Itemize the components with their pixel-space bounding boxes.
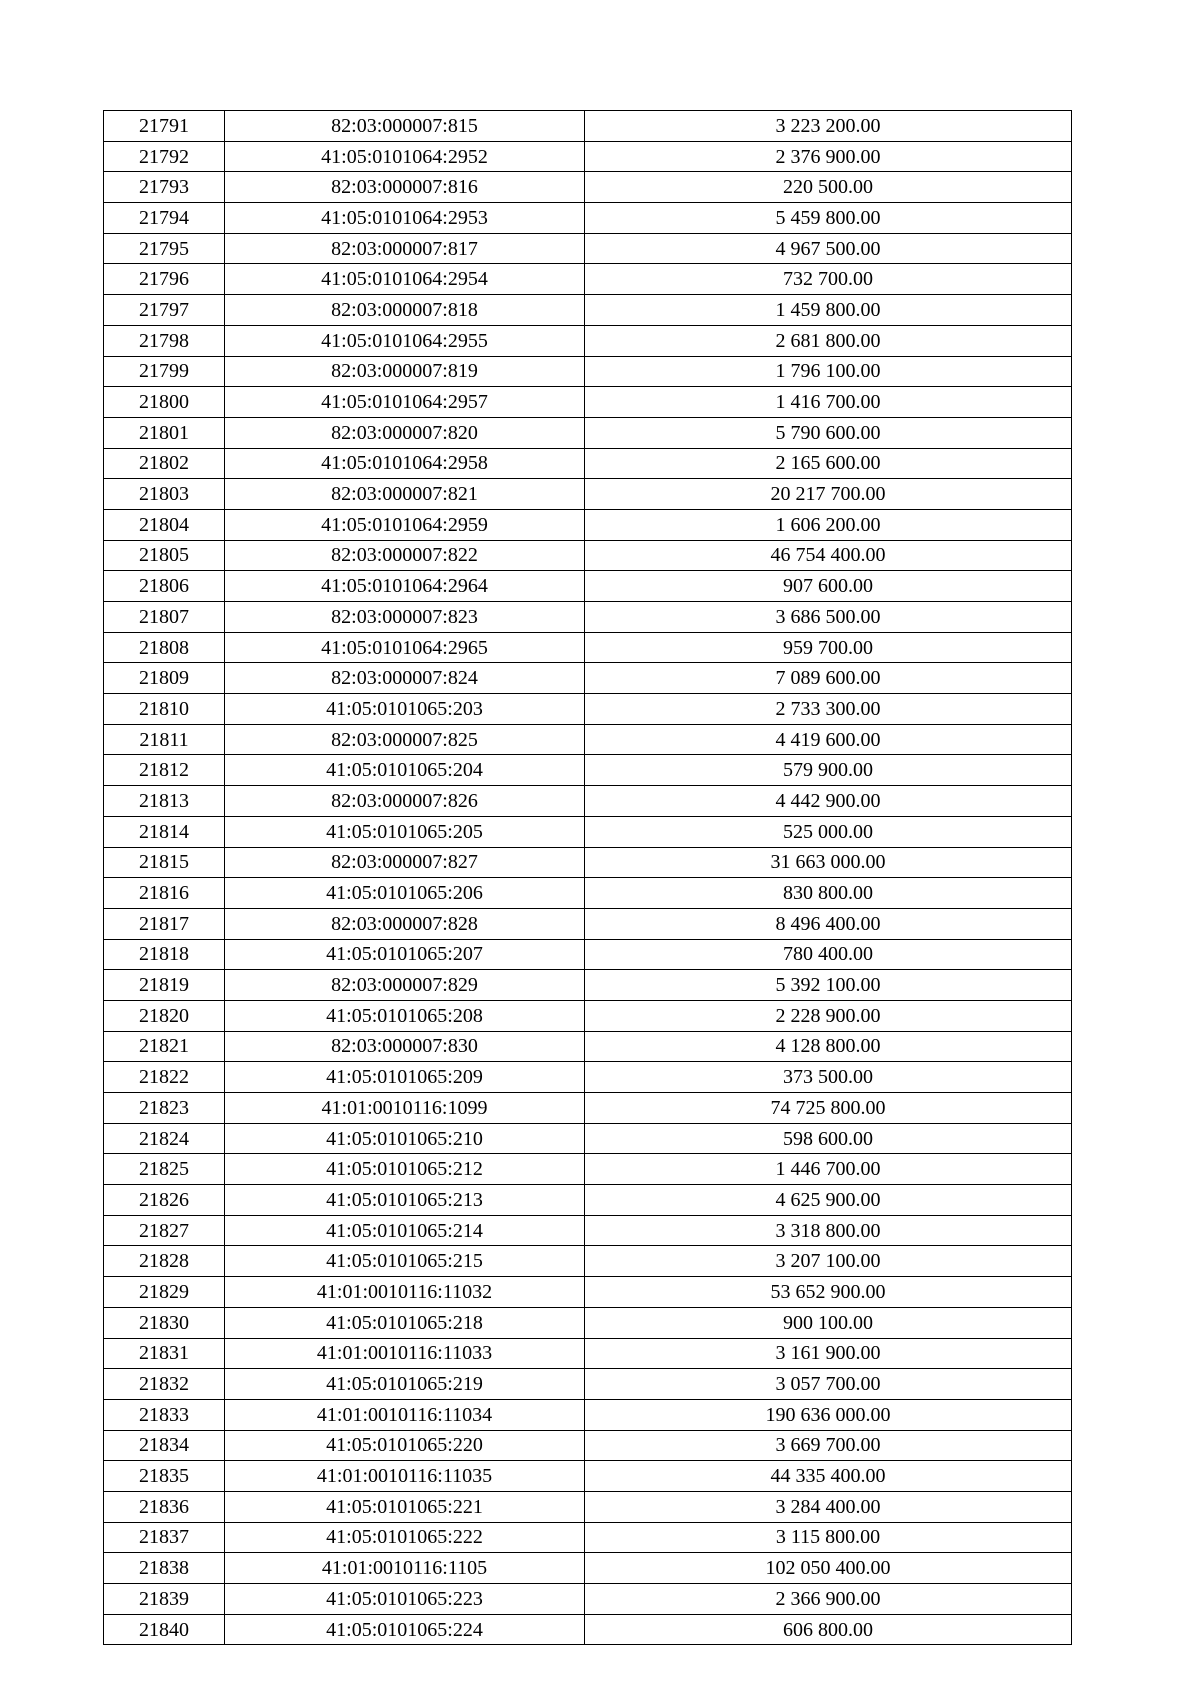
table-row <box>104 1185 1072 1216</box>
cadastral-value-cell: 190 636 000.00 <box>585 1399 1072 1430</box>
row-number-cell: 21816 <box>104 878 225 909</box>
row-number-cell: 21836 <box>104 1491 225 1522</box>
cadastral-number-cell: 82:03:000007:815 <box>225 111 585 142</box>
cadastral-number-cell: 41:05:0101064:2965 <box>225 632 585 663</box>
table-row <box>104 1093 1072 1124</box>
table-row <box>104 1307 1072 1338</box>
row-number-cell: 21811 <box>104 724 225 755</box>
cadastral-number-cell: 41:05:0101064:2957 <box>225 387 585 418</box>
row-number-cell: 21840 <box>104 1614 225 1645</box>
cadastral-value-cell: 3 284 400.00 <box>585 1491 1072 1522</box>
table-row <box>104 1123 1072 1154</box>
cadastral-number-cell: 82:03:000007:829 <box>225 970 585 1001</box>
row-number-cell: 21802 <box>104 448 225 479</box>
cadastral-value-cell: 3 669 700.00 <box>585 1430 1072 1461</box>
table-row <box>104 755 1072 786</box>
table-row <box>104 203 1072 234</box>
row-number-cell: 21810 <box>104 694 225 725</box>
cadastral-value-cell: 20 217 700.00 <box>585 479 1072 510</box>
row-number-cell: 21806 <box>104 571 225 602</box>
table-row <box>104 387 1072 418</box>
row-number-cell: 21803 <box>104 479 225 510</box>
cadastral-number-cell: 82:03:000007:823 <box>225 602 585 633</box>
row-number-cell: 21839 <box>104 1584 225 1615</box>
table-row <box>104 295 1072 326</box>
cadastral-value-cell: 4 128 800.00 <box>585 1031 1072 1062</box>
table-row <box>104 111 1072 142</box>
cadastral-value-table <box>103 110 1072 1645</box>
cadastral-number-cell: 41:05:0101065:222 <box>225 1522 585 1553</box>
cadastral-number-cell: 41:05:0101064:2958 <box>225 448 585 479</box>
row-number-cell: 21808 <box>104 632 225 663</box>
cadastral-value-cell: 220 500.00 <box>585 172 1072 203</box>
cadastral-number-cell: 41:05:0101065:218 <box>225 1307 585 1338</box>
table-row <box>104 1461 1072 1492</box>
cadastral-number-cell: 41:01:0010116:1105 <box>225 1553 585 1584</box>
cadastral-value-cell: 3 057 700.00 <box>585 1369 1072 1400</box>
cadastral-number-cell: 41:05:0101065:208 <box>225 1000 585 1031</box>
row-number-cell: 21805 <box>104 540 225 571</box>
cadastral-number-cell: 41:05:0101065:224 <box>225 1614 585 1645</box>
cadastral-value-cell: 3 207 100.00 <box>585 1246 1072 1277</box>
row-number-cell: 21827 <box>104 1215 225 1246</box>
cadastral-number-cell: 82:03:000007:816 <box>225 172 585 203</box>
row-number-cell: 21837 <box>104 1522 225 1553</box>
cadastral-value-cell: 5 459 800.00 <box>585 203 1072 234</box>
cadastral-value-cell: 2 376 900.00 <box>585 141 1072 172</box>
row-number-cell: 21822 <box>104 1062 225 1093</box>
cadastral-value-cell: 31 663 000.00 <box>585 847 1072 878</box>
cadastral-number-cell: 82:03:000007:822 <box>225 540 585 571</box>
cadastral-number-cell: 41:05:0101064:2955 <box>225 325 585 356</box>
table-row <box>104 939 1072 970</box>
row-number-cell: 21819 <box>104 970 225 1001</box>
cadastral-value-cell: 4 967 500.00 <box>585 233 1072 264</box>
cadastral-value-cell: 3 686 500.00 <box>585 602 1072 633</box>
table-row <box>104 1031 1072 1062</box>
cadastral-number-cell: 41:05:0101065:223 <box>225 1584 585 1615</box>
cadastral-number-cell: 41:05:0101065:210 <box>225 1123 585 1154</box>
cadastral-number-cell: 41:01:0010116:11035 <box>225 1461 585 1492</box>
table-row <box>104 479 1072 510</box>
cadastral-value-cell: 102 050 400.00 <box>585 1553 1072 1584</box>
cadastral-number-cell: 41:05:0101065:212 <box>225 1154 585 1185</box>
row-number-cell: 21793 <box>104 172 225 203</box>
row-number-cell: 21818 <box>104 939 225 970</box>
cadastral-number-cell: 41:05:0101064:2959 <box>225 509 585 540</box>
row-number-cell: 21817 <box>104 908 225 939</box>
cadastral-value-cell: 1 416 700.00 <box>585 387 1072 418</box>
table-row <box>104 509 1072 540</box>
table-row <box>104 1246 1072 1277</box>
row-number-cell: 21834 <box>104 1430 225 1461</box>
cadastral-value-cell: 2 733 300.00 <box>585 694 1072 725</box>
cadastral-number-cell: 41:05:0101064:2964 <box>225 571 585 602</box>
row-number-cell: 21804 <box>104 509 225 540</box>
table-row <box>104 571 1072 602</box>
cadastral-value-cell: 780 400.00 <box>585 939 1072 970</box>
table-row <box>104 632 1072 663</box>
cadastral-number-cell: 41:05:0101065:203 <box>225 694 585 725</box>
row-number-cell: 21820 <box>104 1000 225 1031</box>
table-row <box>104 1584 1072 1615</box>
cadastral-number-cell: 41:01:0010116:11032 <box>225 1277 585 1308</box>
row-number-cell: 21791 <box>104 111 225 142</box>
cadastral-number-cell: 82:03:000007:819 <box>225 356 585 387</box>
cadastral-number-cell: 82:03:000007:825 <box>225 724 585 755</box>
row-number-cell: 21795 <box>104 233 225 264</box>
cadastral-value-cell: 1 606 200.00 <box>585 509 1072 540</box>
cadastral-number-cell: 82:03:000007:821 <box>225 479 585 510</box>
table-row <box>104 663 1072 694</box>
table-row <box>104 1399 1072 1430</box>
cadastral-value-cell: 74 725 800.00 <box>585 1093 1072 1124</box>
table-row <box>104 1277 1072 1308</box>
cadastral-value-cell: 44 335 400.00 <box>585 1461 1072 1492</box>
table-row <box>104 878 1072 909</box>
table-row <box>104 602 1072 633</box>
table-row <box>104 1338 1072 1369</box>
cadastral-value-cell: 2 681 800.00 <box>585 325 1072 356</box>
cadastral-value-cell: 4 625 900.00 <box>585 1185 1072 1216</box>
table-row <box>104 816 1072 847</box>
row-number-cell: 21826 <box>104 1185 225 1216</box>
table-row <box>104 233 1072 264</box>
cadastral-number-cell: 41:05:0101065:207 <box>225 939 585 970</box>
cadastral-value-cell: 3 318 800.00 <box>585 1215 1072 1246</box>
table-row <box>104 540 1072 571</box>
cadastral-value-cell: 46 754 400.00 <box>585 540 1072 571</box>
table-row <box>104 1491 1072 1522</box>
row-number-cell: 21813 <box>104 786 225 817</box>
row-number-cell: 21828 <box>104 1246 225 1277</box>
cadastral-value-cell: 732 700.00 <box>585 264 1072 295</box>
cadastral-value-cell: 3 161 900.00 <box>585 1338 1072 1369</box>
table-row <box>104 356 1072 387</box>
row-number-cell: 21799 <box>104 356 225 387</box>
cadastral-number-cell: 41:01:0010116:11033 <box>225 1338 585 1369</box>
cadastral-value-cell: 4 419 600.00 <box>585 724 1072 755</box>
row-number-cell: 21796 <box>104 264 225 295</box>
cadastral-value-cell: 8 496 400.00 <box>585 908 1072 939</box>
cadastral-value-cell: 2 366 900.00 <box>585 1584 1072 1615</box>
cadastral-value-cell: 2 165 600.00 <box>585 448 1072 479</box>
cadastral-value-cell: 606 800.00 <box>585 1614 1072 1645</box>
cadastral-number-cell: 41:05:0101065:204 <box>225 755 585 786</box>
cadastral-value-cell: 907 600.00 <box>585 571 1072 602</box>
cadastral-value-cell: 900 100.00 <box>585 1307 1072 1338</box>
row-number-cell: 21801 <box>104 417 225 448</box>
cadastral-value-cell: 579 900.00 <box>585 755 1072 786</box>
row-number-cell: 21831 <box>104 1338 225 1369</box>
table-row <box>104 417 1072 448</box>
cadastral-number-cell: 82:03:000007:830 <box>225 1031 585 1062</box>
cadastral-number-cell: 82:03:000007:828 <box>225 908 585 939</box>
table-row <box>104 448 1072 479</box>
row-number-cell: 21809 <box>104 663 225 694</box>
row-number-cell: 21823 <box>104 1093 225 1124</box>
cadastral-value-cell: 1 446 700.00 <box>585 1154 1072 1185</box>
table-row <box>104 786 1072 817</box>
cadastral-number-cell: 82:03:000007:818 <box>225 295 585 326</box>
table-row <box>104 172 1072 203</box>
cadastral-value-cell: 5 790 600.00 <box>585 417 1072 448</box>
table-row <box>104 1430 1072 1461</box>
cadastral-value-cell: 5 392 100.00 <box>585 970 1072 1001</box>
cadastral-number-cell: 82:03:000007:826 <box>225 786 585 817</box>
cadastral-number-cell: 41:05:0101065:220 <box>225 1430 585 1461</box>
table-row <box>104 724 1072 755</box>
table-row <box>104 847 1072 878</box>
cadastral-number-cell: 41:05:0101065:209 <box>225 1062 585 1093</box>
table-row <box>104 264 1072 295</box>
row-number-cell: 21814 <box>104 816 225 847</box>
cadastral-value-cell: 959 700.00 <box>585 632 1072 663</box>
row-number-cell: 21825 <box>104 1154 225 1185</box>
row-number-cell: 21794 <box>104 203 225 234</box>
cadastral-value-cell: 373 500.00 <box>585 1062 1072 1093</box>
cadastral-value-cell: 598 600.00 <box>585 1123 1072 1154</box>
table-row <box>104 1062 1072 1093</box>
cadastral-value-cell: 7 089 600.00 <box>585 663 1072 694</box>
cadastral-value-cell: 3 223 200.00 <box>585 111 1072 142</box>
cadastral-number-cell: 82:03:000007:824 <box>225 663 585 694</box>
cadastral-number-cell: 41:05:0101065:206 <box>225 878 585 909</box>
row-number-cell: 21792 <box>104 141 225 172</box>
cadastral-number-cell: 41:01:0010116:1099 <box>225 1093 585 1124</box>
cadastral-number-cell: 82:03:000007:817 <box>225 233 585 264</box>
row-number-cell: 21807 <box>104 602 225 633</box>
table-row <box>104 694 1072 725</box>
table-row <box>104 1369 1072 1400</box>
cadastral-number-cell: 82:03:000007:820 <box>225 417 585 448</box>
row-number-cell: 21800 <box>104 387 225 418</box>
cadastral-value-cell: 525 000.00 <box>585 816 1072 847</box>
cadastral-number-cell: 82:03:000007:827 <box>225 847 585 878</box>
table-body <box>104 111 1072 1645</box>
row-number-cell: 21797 <box>104 295 225 326</box>
cadastral-number-cell: 41:05:0101065:214 <box>225 1215 585 1246</box>
cadastral-value-cell: 830 800.00 <box>585 878 1072 909</box>
table-row <box>104 1522 1072 1553</box>
cadastral-number-cell: 41:05:0101064:2954 <box>225 264 585 295</box>
table-row <box>104 1614 1072 1645</box>
row-number-cell: 21832 <box>104 1369 225 1400</box>
row-number-cell: 21833 <box>104 1399 225 1430</box>
table-row <box>104 970 1072 1001</box>
row-number-cell: 21838 <box>104 1553 225 1584</box>
table-row <box>104 141 1072 172</box>
row-number-cell: 21830 <box>104 1307 225 1338</box>
cadastral-number-cell: 41:05:0101065:213 <box>225 1185 585 1216</box>
cadastral-value-cell: 2 228 900.00 <box>585 1000 1072 1031</box>
row-number-cell: 21812 <box>104 755 225 786</box>
table-row <box>104 1215 1072 1246</box>
cadastral-number-cell: 41:05:0101065:215 <box>225 1246 585 1277</box>
table-row <box>104 1000 1072 1031</box>
cadastral-number-cell: 41:05:0101064:2953 <box>225 203 585 234</box>
cadastral-number-cell: 41:05:0101064:2952 <box>225 141 585 172</box>
cadastral-value-cell: 1 796 100.00 <box>585 356 1072 387</box>
cadastral-number-cell: 41:05:0101065:205 <box>225 816 585 847</box>
cadastral-number-cell: 41:05:0101065:221 <box>225 1491 585 1522</box>
row-number-cell: 21821 <box>104 1031 225 1062</box>
row-number-cell: 21824 <box>104 1123 225 1154</box>
row-number-cell: 21835 <box>104 1461 225 1492</box>
row-number-cell: 21798 <box>104 325 225 356</box>
cadastral-value-cell: 3 115 800.00 <box>585 1522 1072 1553</box>
cadastral-value-cell: 1 459 800.00 <box>585 295 1072 326</box>
table-row <box>104 1154 1072 1185</box>
row-number-cell: 21815 <box>104 847 225 878</box>
cadastral-number-cell: 41:05:0101065:219 <box>225 1369 585 1400</box>
table-row <box>104 908 1072 939</box>
table-row <box>104 1553 1072 1584</box>
cadastral-number-cell: 41:01:0010116:11034 <box>225 1399 585 1430</box>
cadastral-value-cell: 4 442 900.00 <box>585 786 1072 817</box>
cadastral-value-cell: 53 652 900.00 <box>585 1277 1072 1308</box>
table-row <box>104 325 1072 356</box>
row-number-cell: 21829 <box>104 1277 225 1308</box>
